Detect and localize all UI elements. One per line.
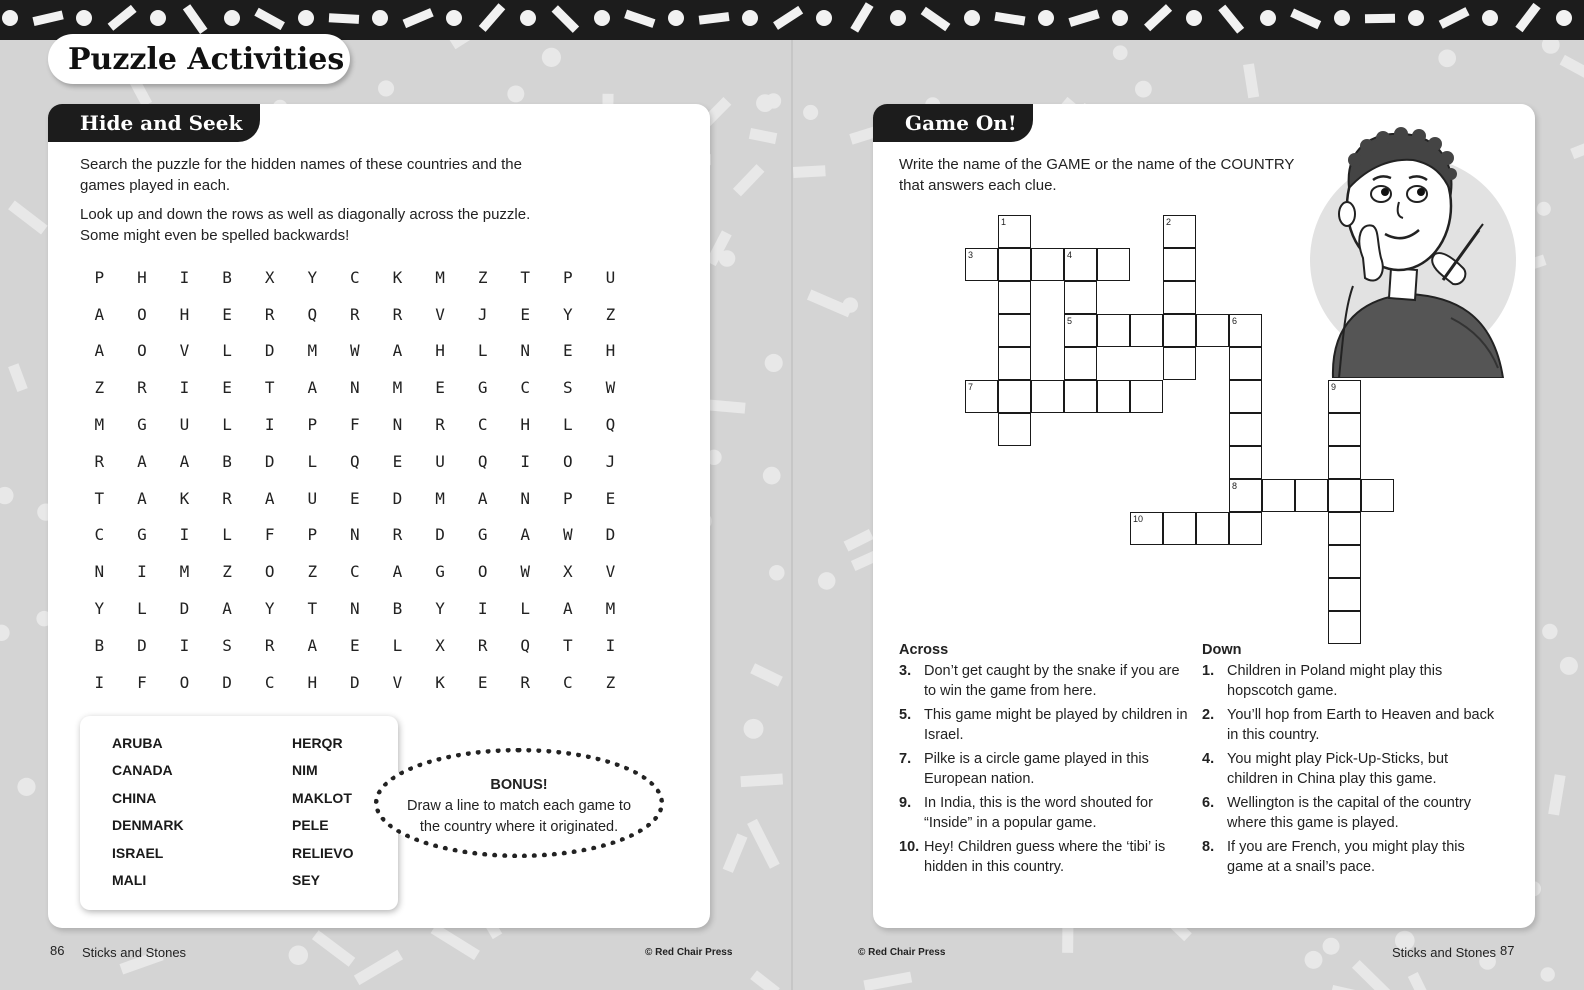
letter-cell[interactable]: R [435,415,445,435]
letter-cell[interactable]: R [264,635,275,655]
crossword-cell[interactable] [1262,479,1295,512]
clue-number: 3. [899,663,912,679]
letter-cell[interactable]: D [222,672,232,692]
crossword-cell[interactable] [1328,479,1361,512]
letter-cell[interactable]: B [222,267,232,287]
letter-cell[interactable]: I [477,599,488,619]
game-word: HERQR [292,735,343,751]
hide-and-seek-tab: Hide and Seek [48,104,260,142]
letter-cell[interactable]: L [477,341,488,361]
letter-cell[interactable]: M [307,341,318,361]
letter-cell[interactable]: L [222,525,232,545]
letter-cell[interactable]: Q [350,451,360,471]
letter-cell[interactable]: P [307,525,318,545]
crossword-cell[interactable] [1328,545,1361,578]
letter-cell[interactable]: E [350,635,360,655]
letter-cell[interactable]: Y [563,304,573,324]
letter-cell[interactable]: T [563,635,573,655]
letter-cell[interactable]: N [350,599,360,619]
game-word: MAKLOT [292,789,352,806]
letter-cell[interactable]: Z [307,562,318,582]
letter-cell[interactable]: D [264,451,275,471]
letter-cell[interactable]: W [605,378,616,398]
left-copyright: © Red Chair Press [645,947,733,958]
page-title: Puzzle Activities [48,34,350,84]
crossword-cell[interactable] [1328,611,1361,644]
country-list [112,734,184,898]
letter-cell[interactable]: T [264,378,275,398]
letter-cell[interactable]: W [350,341,360,361]
across-clue [899,837,1189,877]
letter-cell[interactable]: C [350,267,360,287]
letter-cell[interactable]: G [137,415,147,435]
letter-cell[interactable]: B [392,599,403,619]
crossword-cell[interactable] [1196,314,1229,347]
bonus-title: BONUS! [490,777,548,793]
letter-cell[interactable]: A [392,341,403,361]
clue-text: In India, this is the word shouted for “Inside” in a popular game. [924,795,1153,831]
crossword-cell[interactable] [998,314,1031,347]
letter-cell[interactable]: K [392,267,403,287]
game-on-tab: Game On! [873,104,1033,142]
crossword-cell-10[interactable]: 10 [1130,512,1163,545]
hide-and-seek-panel [48,104,710,928]
clue-number: 7. [899,751,912,767]
letter-cell[interactable]: X [264,267,275,287]
letter-cell[interactable]: N [520,488,531,508]
letter-cell[interactable]: A [520,525,531,545]
crossword-cell[interactable] [1163,512,1196,545]
letter-cell[interactable]: V [435,304,445,324]
letter-cell[interactable]: M [435,267,445,287]
letter-cell[interactable]: E [222,304,232,324]
letter-cell[interactable]: O [179,672,190,692]
letter-cell[interactable]: I [605,635,616,655]
letter-cell[interactable]: A [264,488,275,508]
letter-cell[interactable]: Y [94,599,105,619]
letter-cell[interactable]: C [350,562,360,582]
letter-cell[interactable]: I [179,378,190,398]
left-page-number: 86 [50,943,65,958]
crossword-cell-9[interactable]: 9 [1328,380,1361,413]
clue-text: You’ll hop from Earth to Heaven and back in this country. [1227,707,1495,743]
clue-text: Don’t get caught by the snake if you are to win the game from here. [924,663,1180,699]
clue-text: Pilke is a circle game played in this European nation. [924,751,1149,787]
letter-cell[interactable]: R [392,525,403,545]
letter-cell[interactable]: V [605,562,616,582]
letter-cell[interactable]: E [520,304,531,324]
letter-cell[interactable]: H [520,415,531,435]
across-clue [899,793,1189,833]
word-search-grid[interactable] [78,259,616,701]
letter-cell[interactable]: Z [477,267,488,287]
letter-cell[interactable]: T [307,599,318,619]
crossword-cell[interactable] [1097,314,1130,347]
crossword-cell[interactable] [1295,479,1328,512]
down-clue [1202,705,1502,745]
letter-cell[interactable]: W [563,525,573,545]
letter-cell[interactable]: A [477,488,488,508]
letter-cell[interactable]: Z [222,562,232,582]
letter-cell[interactable]: A [94,304,105,324]
down-clue [1202,661,1502,701]
letter-cell[interactable]: R [94,451,105,471]
letter-cell[interactable]: T [520,267,531,287]
clue-text: Wellington is the capital of the country where this game is played. [1227,795,1471,831]
letter-cell[interactable]: H [307,672,318,692]
letter-cell[interactable]: K [179,488,190,508]
letter-cell[interactable]: R [222,488,232,508]
bonus-line-2: the country where it originated. [419,819,619,835]
word-list-box [80,716,398,910]
crossword-cell[interactable] [998,248,1031,281]
letter-cell[interactable]: U [307,488,318,508]
clue-text: Children in Poland might play this hopscotch game. [1227,663,1443,699]
crossword-cell-8[interactable]: 8 [1229,479,1262,512]
letter-cell[interactable]: C [563,672,573,692]
clue-number: 6. [1202,795,1215,811]
letter-cell[interactable]: E [435,378,445,398]
letter-cell[interactable]: V [179,341,190,361]
letter-cell[interactable]: I [94,672,105,692]
letter-cell[interactable]: Y [307,267,318,287]
letter-cell[interactable]: B [222,451,232,471]
country-word: ISRAEL [112,844,164,861]
clue-number: 2. [1202,707,1215,723]
letter-cell[interactable]: B [94,635,105,655]
letter-cell[interactable]: I [137,562,147,582]
letter-cell[interactable]: A [563,599,573,619]
clue-text: Hey! Children guess where the ‘tibi’ is hidden in this country. [924,839,1166,875]
letter-cell[interactable]: L [222,415,232,435]
bonus-line-1: Draw a line to match each game to [406,798,632,814]
crossword-cell[interactable] [1229,347,1262,380]
crossword-cell[interactable] [1163,281,1196,314]
crossword-cell-2[interactable]: 2 [1163,215,1196,248]
crossword-cell[interactable] [1328,578,1361,611]
clue-number: 10. [899,839,920,855]
crossword-cell[interactable] [1130,314,1163,347]
crossword-cell[interactable] [1328,446,1361,479]
crossword-cell[interactable] [998,413,1031,446]
crossword-cell[interactable] [1229,413,1262,446]
crossword-cell[interactable] [1097,248,1130,281]
letter-cell[interactable]: U [605,267,616,287]
clue-number: 8. [1202,839,1215,855]
crossword-cell[interactable] [1361,479,1394,512]
letter-cell[interactable]: D [179,599,190,619]
letter-cell[interactable]: A [392,562,403,582]
letter-cell[interactable]: I [264,415,275,435]
letter-cell[interactable]: Q [477,451,488,471]
letter-cell[interactable]: M [179,562,190,582]
instruction-2: Look up and down the rows as well as diagonally across the puzzle. Some might even be spelled backwards! [80,206,531,244]
letter-cell[interactable]: Z [94,378,105,398]
letter-cell[interactable]: U [435,451,445,471]
crossword-cell[interactable] [998,281,1031,314]
letter-cell[interactable]: N [350,525,360,545]
letter-cell[interactable]: Q [307,304,318,324]
game-word: PELE [292,817,329,834]
thinking-boy-illustration [1293,118,1523,378]
down-clue [1202,837,1502,877]
clue-number: 4. [1202,751,1215,767]
letter-cell[interactable]: L [307,451,318,471]
crossword-cell-6[interactable]: 6 [1229,314,1262,347]
letter-cell[interactable]: A [307,378,318,398]
across-clue-list [899,661,1189,877]
letter-cell[interactable]: A [94,341,105,361]
letter-cell[interactable]: C [264,672,275,692]
letter-cell[interactable]: D [605,525,616,545]
letter-cell[interactable]: O [477,562,488,582]
letter-cell[interactable]: X [435,635,445,655]
letter-cell[interactable]: N [94,562,105,582]
clue-text: This game might be played by children in Israel. [924,707,1188,743]
letter-cell[interactable]: L [563,415,573,435]
clue-number: 5. [899,707,912,723]
game-on-panel [873,104,1535,928]
crossword-cell-3[interactable]: 3 [965,248,998,281]
letter-cell[interactable]: O [137,341,147,361]
country-word: ARUBA [112,735,163,751]
across-clue [899,749,1189,789]
letter-cell[interactable]: Y [435,599,445,619]
letter-cell[interactable]: F [350,415,360,435]
crossword-cell[interactable] [1064,380,1097,413]
across-heading: Across [899,642,949,658]
letter-cell[interactable]: I [520,451,531,471]
letter-cell[interactable]: F [137,672,147,692]
letter-cell[interactable]: D [264,341,275,361]
letter-cell[interactable]: T [94,488,105,508]
crossword-cell-4[interactable]: 4 [1064,248,1097,281]
letter-cell[interactable]: J [477,304,488,324]
crossword-cell[interactable] [1097,380,1130,413]
letter-cell[interactable]: S [563,378,573,398]
letter-cell[interactable]: H [435,341,445,361]
hide-and-seek-instructions [80,154,550,254]
letter-cell[interactable]: J [605,451,616,471]
letter-cell[interactable]: I [179,267,190,287]
letter-cell[interactable]: L [137,599,147,619]
crossword-cell-7[interactable]: 7 [965,380,998,413]
letter-cell[interactable]: I [179,525,190,545]
letter-cell[interactable]: M [605,599,616,619]
down-clue [1202,793,1502,833]
letter-cell[interactable]: D [392,488,403,508]
across-clue [899,705,1189,745]
letter-cell[interactable]: P [563,488,573,508]
letter-cell[interactable]: Q [605,415,616,435]
clue-number: 1. [1202,663,1215,679]
instruction-1: Search the puzzle for the hidden names of these countries and the games played in each. [80,156,522,194]
crossword-cell[interactable] [1031,248,1064,281]
letter-cell[interactable]: E [392,451,403,471]
letter-cell[interactable]: P [563,267,573,287]
right-footer-title: Sticks and Stones [1392,945,1497,960]
bonus-bubble [374,748,664,858]
letter-cell[interactable]: R [264,304,275,324]
letter-cell[interactable]: N [392,415,403,435]
clue-text: You might play Pick-Up-Sticks, but children in China play this game. [1227,751,1449,787]
letter-cell[interactable]: Y [264,599,275,619]
instruction-line-2: that answers each clue. [899,177,1057,194]
game-word: NIM [292,762,318,779]
letter-cell[interactable]: V [392,672,403,692]
across-clue [899,661,1189,701]
right-copyright: © Red Chair Press [858,947,946,958]
letter-cell[interactable]: M [435,488,445,508]
letter-cell[interactable]: G [435,562,445,582]
letter-cell[interactable]: S [222,635,232,655]
left-footer-title: Sticks and Stones [82,945,187,960]
letter-cell[interactable]: M [94,415,105,435]
letter-cell[interactable]: H [137,267,147,287]
crossword-cell-1[interactable]: 1 [998,215,1031,248]
letter-cell[interactable]: R [520,672,531,692]
crossword-cell[interactable] [1328,413,1361,446]
crossword-cell[interactable] [1031,380,1064,413]
letter-cell[interactable]: E [605,488,616,508]
letter-cell[interactable]: A [137,451,147,471]
crossword-cell[interactable] [1229,446,1262,479]
letter-cell[interactable]: F [264,525,275,545]
letter-cell[interactable]: G [477,525,488,545]
letter-cell[interactable]: A [222,599,232,619]
letter-cell[interactable]: E [477,672,488,692]
letter-cell[interactable]: D [350,672,360,692]
letter-cell[interactable]: A [307,635,318,655]
letter-cell[interactable]: M [392,378,403,398]
letter-cell[interactable]: P [307,415,318,435]
letter-cell[interactable]: O [563,451,573,471]
letter-cell[interactable]: Z [605,672,616,692]
letter-cell[interactable]: I [179,635,190,655]
game-on-instructions [899,154,1299,196]
crossword-cell[interactable] [1229,380,1262,413]
crossword-cell[interactable] [1064,281,1097,314]
clue-number: 9. [899,795,912,811]
letter-cell[interactable]: O [264,562,275,582]
country-word: CANADA [112,762,173,779]
down-clue [1202,749,1502,789]
letter-cell[interactable]: N [350,378,360,398]
crossword-cell[interactable] [998,347,1031,380]
instruction-line-1: Write the name of the GAME or the name of the COUNTRY [899,156,1295,173]
clue-text: If you are French, you might play this game at a snail’s pace. [1227,839,1465,875]
letter-cell[interactable]: A [179,451,190,471]
letter-cell[interactable]: W [520,562,531,582]
letter-cell[interactable]: Z [605,304,616,324]
page-gutter [791,40,793,990]
letter-cell[interactable]: G [477,378,488,398]
letter-cell[interactable]: L [520,599,531,619]
letter-cell[interactable]: C [520,378,531,398]
letter-cell[interactable]: X [563,562,573,582]
letter-cell[interactable]: U [179,415,190,435]
crossword-cell[interactable] [1064,347,1097,380]
letter-cell[interactable]: Q [520,635,531,655]
game-word: SEY [292,871,321,888]
letter-cell[interactable]: G [137,525,147,545]
down-clues [1202,642,1502,881]
letter-cell[interactable]: L [222,341,232,361]
letter-cell[interactable]: E [350,488,360,508]
down-heading: Down [1202,642,1242,658]
crossword-cell[interactable] [1196,512,1229,545]
letter-cell[interactable]: N [520,341,531,361]
letter-cell[interactable]: O [137,304,147,324]
crossword-cell[interactable] [1130,380,1163,413]
country-word: CHINA [112,789,157,806]
game-word: RELIEVO [292,844,354,861]
right-page-number: 87 [1500,943,1515,958]
letter-cell[interactable]: H [179,304,190,324]
crossword-cell[interactable] [1328,512,1361,545]
country-word: MALI [112,871,147,888]
crossword-cell[interactable] [1163,347,1196,380]
letter-cell[interactable]: P [94,267,105,287]
across-clues [899,642,1189,881]
letter-cell[interactable]: C [94,525,105,545]
letter-cell[interactable]: C [477,415,488,435]
letter-cell[interactable]: H [605,341,616,361]
letter-cell[interactable]: E [222,378,232,398]
crossword-cell[interactable] [1163,314,1196,347]
letter-cell[interactable]: D [435,525,445,545]
letter-cell[interactable]: R [392,304,403,324]
game-list [292,734,353,898]
letter-cell[interactable]: R [137,378,147,398]
crossword-cell[interactable] [1229,512,1262,545]
crossword-cell[interactable] [998,380,1031,413]
letter-cell[interactable]: L [392,635,403,655]
crossword-cell-5[interactable]: 5 [1064,314,1097,347]
down-clue-list [1202,661,1502,877]
crossword-cell[interactable] [1163,248,1196,281]
letter-cell[interactable]: R [350,304,360,324]
letter-cell[interactable]: D [137,635,147,655]
country-word: DENMARK [112,817,184,834]
letter-cell[interactable]: R [477,635,488,655]
letter-cell[interactable]: E [563,341,573,361]
letter-cell[interactable]: K [435,672,445,692]
letter-cell[interactable]: A [137,488,147,508]
